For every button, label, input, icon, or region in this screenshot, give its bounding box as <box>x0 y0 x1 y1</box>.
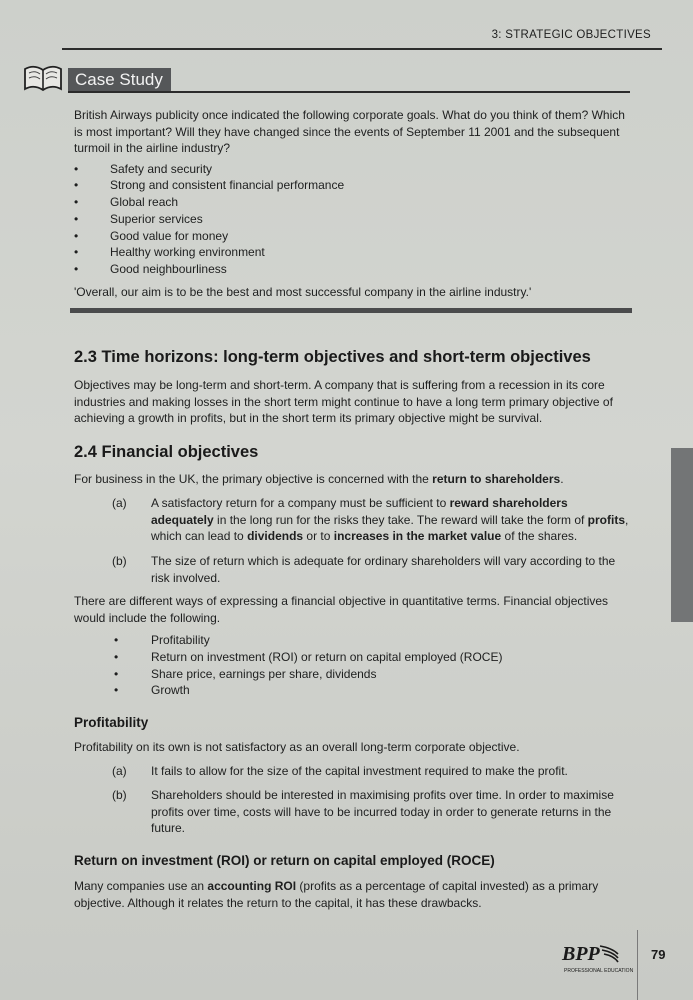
case-study-quote: 'Overall, our aim is to be the best and most successful company in the airline industry.' <box>74 285 532 300</box>
financial-measures-list <box>112 632 502 699</box>
item-text: Shareholders should be interested in maximising profits over time. In order to maximise profits over time, costs will have to be incurred today in order to generate returns in the future. <box>151 788 614 835</box>
item-text: The size of return which is adequate for ordinary shareholders will vary according to the risk involved. <box>151 554 616 585</box>
item-marker: (a) <box>112 496 127 510</box>
list-item: • Healthy working environment <box>74 244 630 261</box>
section-heading-2-3: 2.3 Time horizons: long-term objectives and short-term objectives <box>74 348 591 366</box>
section-2-4-intro: For business in the UK, the primary objective is concerned with the return to shareholders. <box>74 472 564 486</box>
case-study-rule <box>68 91 630 93</box>
page-number: 79 <box>651 947 666 962</box>
logo-text: BPP <box>562 943 600 965</box>
list-item: • Strong and consistent financial performance <box>74 177 630 194</box>
list-item: • Profitability <box>112 632 502 649</box>
chapter-header: 3: STRATEGIC OBJECTIVES <box>491 29 651 41</box>
roi-body: Many companies use an accounting ROI (profits as a percentage of capital invested) as a primary objective. Although it relates the return to the capital, it has these drawbacks. <box>74 879 599 910</box>
list-item: • Good neighbourliness <box>74 261 630 278</box>
roi-heading: Return on investment (ROI) or return on capital employed (ROCE) <box>74 853 495 868</box>
section-heading-2-4: 2.4 Financial objectives <box>74 443 259 461</box>
list-item: • Growth <box>112 682 502 699</box>
header-rule <box>62 48 662 50</box>
case-study-body <box>74 107 630 301</box>
logo-subtext: PROFESSIONAL EDUCATION <box>564 968 634 974</box>
goals-list <box>74 161 630 279</box>
profitability-body: Profitability on its own is not satisfactory as an overall long-term corporate objective. <box>74 740 520 754</box>
list-item: • Share price, earnings per share, dividends <box>112 666 502 683</box>
chapter-side-tab <box>671 448 693 622</box>
list-item: • Global reach <box>74 194 630 211</box>
financial-objectives-intro: There are different ways of expressing a financial objective in quantitative terms. Financial objectives would include the following. <box>74 594 609 625</box>
list-item: • Return on investment (ROI) or return on capital employed (ROCE) <box>112 649 502 666</box>
item-marker: (a) <box>112 764 127 778</box>
case-study-intro: British Airways publicity once indicated the following corporate goals. What do you think of them? Which is most important? Will they have changed since the events of September 11 2001 and the subsequent turmoil in the airline industry? <box>74 108 625 155</box>
open-book-icon <box>22 60 64 94</box>
section-2-3-body: Objectives may be long-term and short-term. A company that is suffering from a recession in its core industries and making losses in the short term might continue to have a long term primary objective of achieving a growth in profits, but in the short term its primary objective might be survival. <box>74 378 613 425</box>
item-text: A satisfactory return for a company must be sufficient to reward shareholders adequately in the long run for the risks they take. The reward will take the form of profits, which can lead to dividends or to increases in the market value of the shares. <box>151 496 629 543</box>
profitability-heading: Profitability <box>74 715 149 730</box>
footer-divider <box>637 930 638 1000</box>
item-marker: (b) <box>112 788 127 802</box>
case-study-label: Case Study <box>68 68 171 92</box>
bpp-logo-icon <box>560 940 634 976</box>
list-item: • Good value for money <box>74 228 630 245</box>
list-item: • Superior services <box>74 211 630 228</box>
list-item: • Safety and security <box>74 161 630 178</box>
item-marker: (b) <box>112 554 127 568</box>
case-study-bottom-bar <box>70 308 632 313</box>
item-text: It fails to allow for the size of the capital investment required to make the profit. <box>151 764 568 778</box>
